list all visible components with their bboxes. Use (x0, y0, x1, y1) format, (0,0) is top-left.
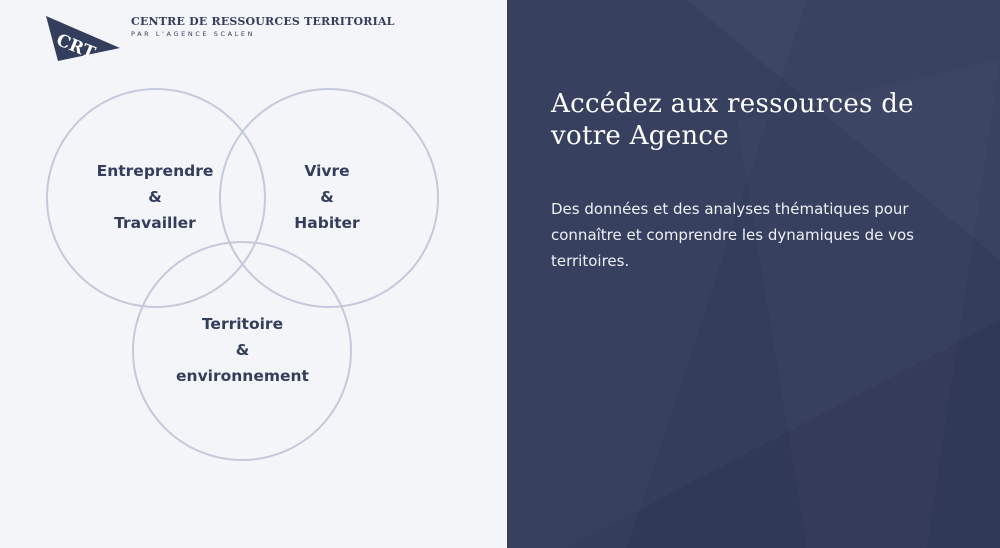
background-pattern (507, 0, 1000, 548)
label-line: Entreprendre (96, 162, 214, 180)
label-territoire-environnement[interactable] (155, 311, 330, 389)
label-line: & (148, 188, 162, 206)
label-line: environnement (176, 367, 309, 385)
label-entreprendre-travailler[interactable] (80, 158, 230, 236)
brand-subtitle: PAR L'AGENCE SCALEN (131, 30, 256, 38)
label-vivre-habiter[interactable] (262, 158, 392, 236)
label-line: & (320, 188, 334, 206)
logo-text: CRT (53, 30, 98, 64)
hero-heading: Accédez aux ressources de votre Agence (551, 89, 914, 151)
label-line: & (235, 341, 250, 359)
label-line: Territoire (201, 315, 284, 333)
right-panel (507, 0, 1000, 548)
hero-description: Des données et des analyses thématiques pour connaître et comprendre les dynamiques de vos territoires. (551, 200, 914, 270)
brand-title: CENTRE DE RESSOURCES TERRITORIAL (131, 15, 395, 28)
label-line: Vivre (304, 162, 350, 180)
label-line: Travailler (114, 214, 196, 232)
label-line: Habiter (294, 214, 360, 232)
